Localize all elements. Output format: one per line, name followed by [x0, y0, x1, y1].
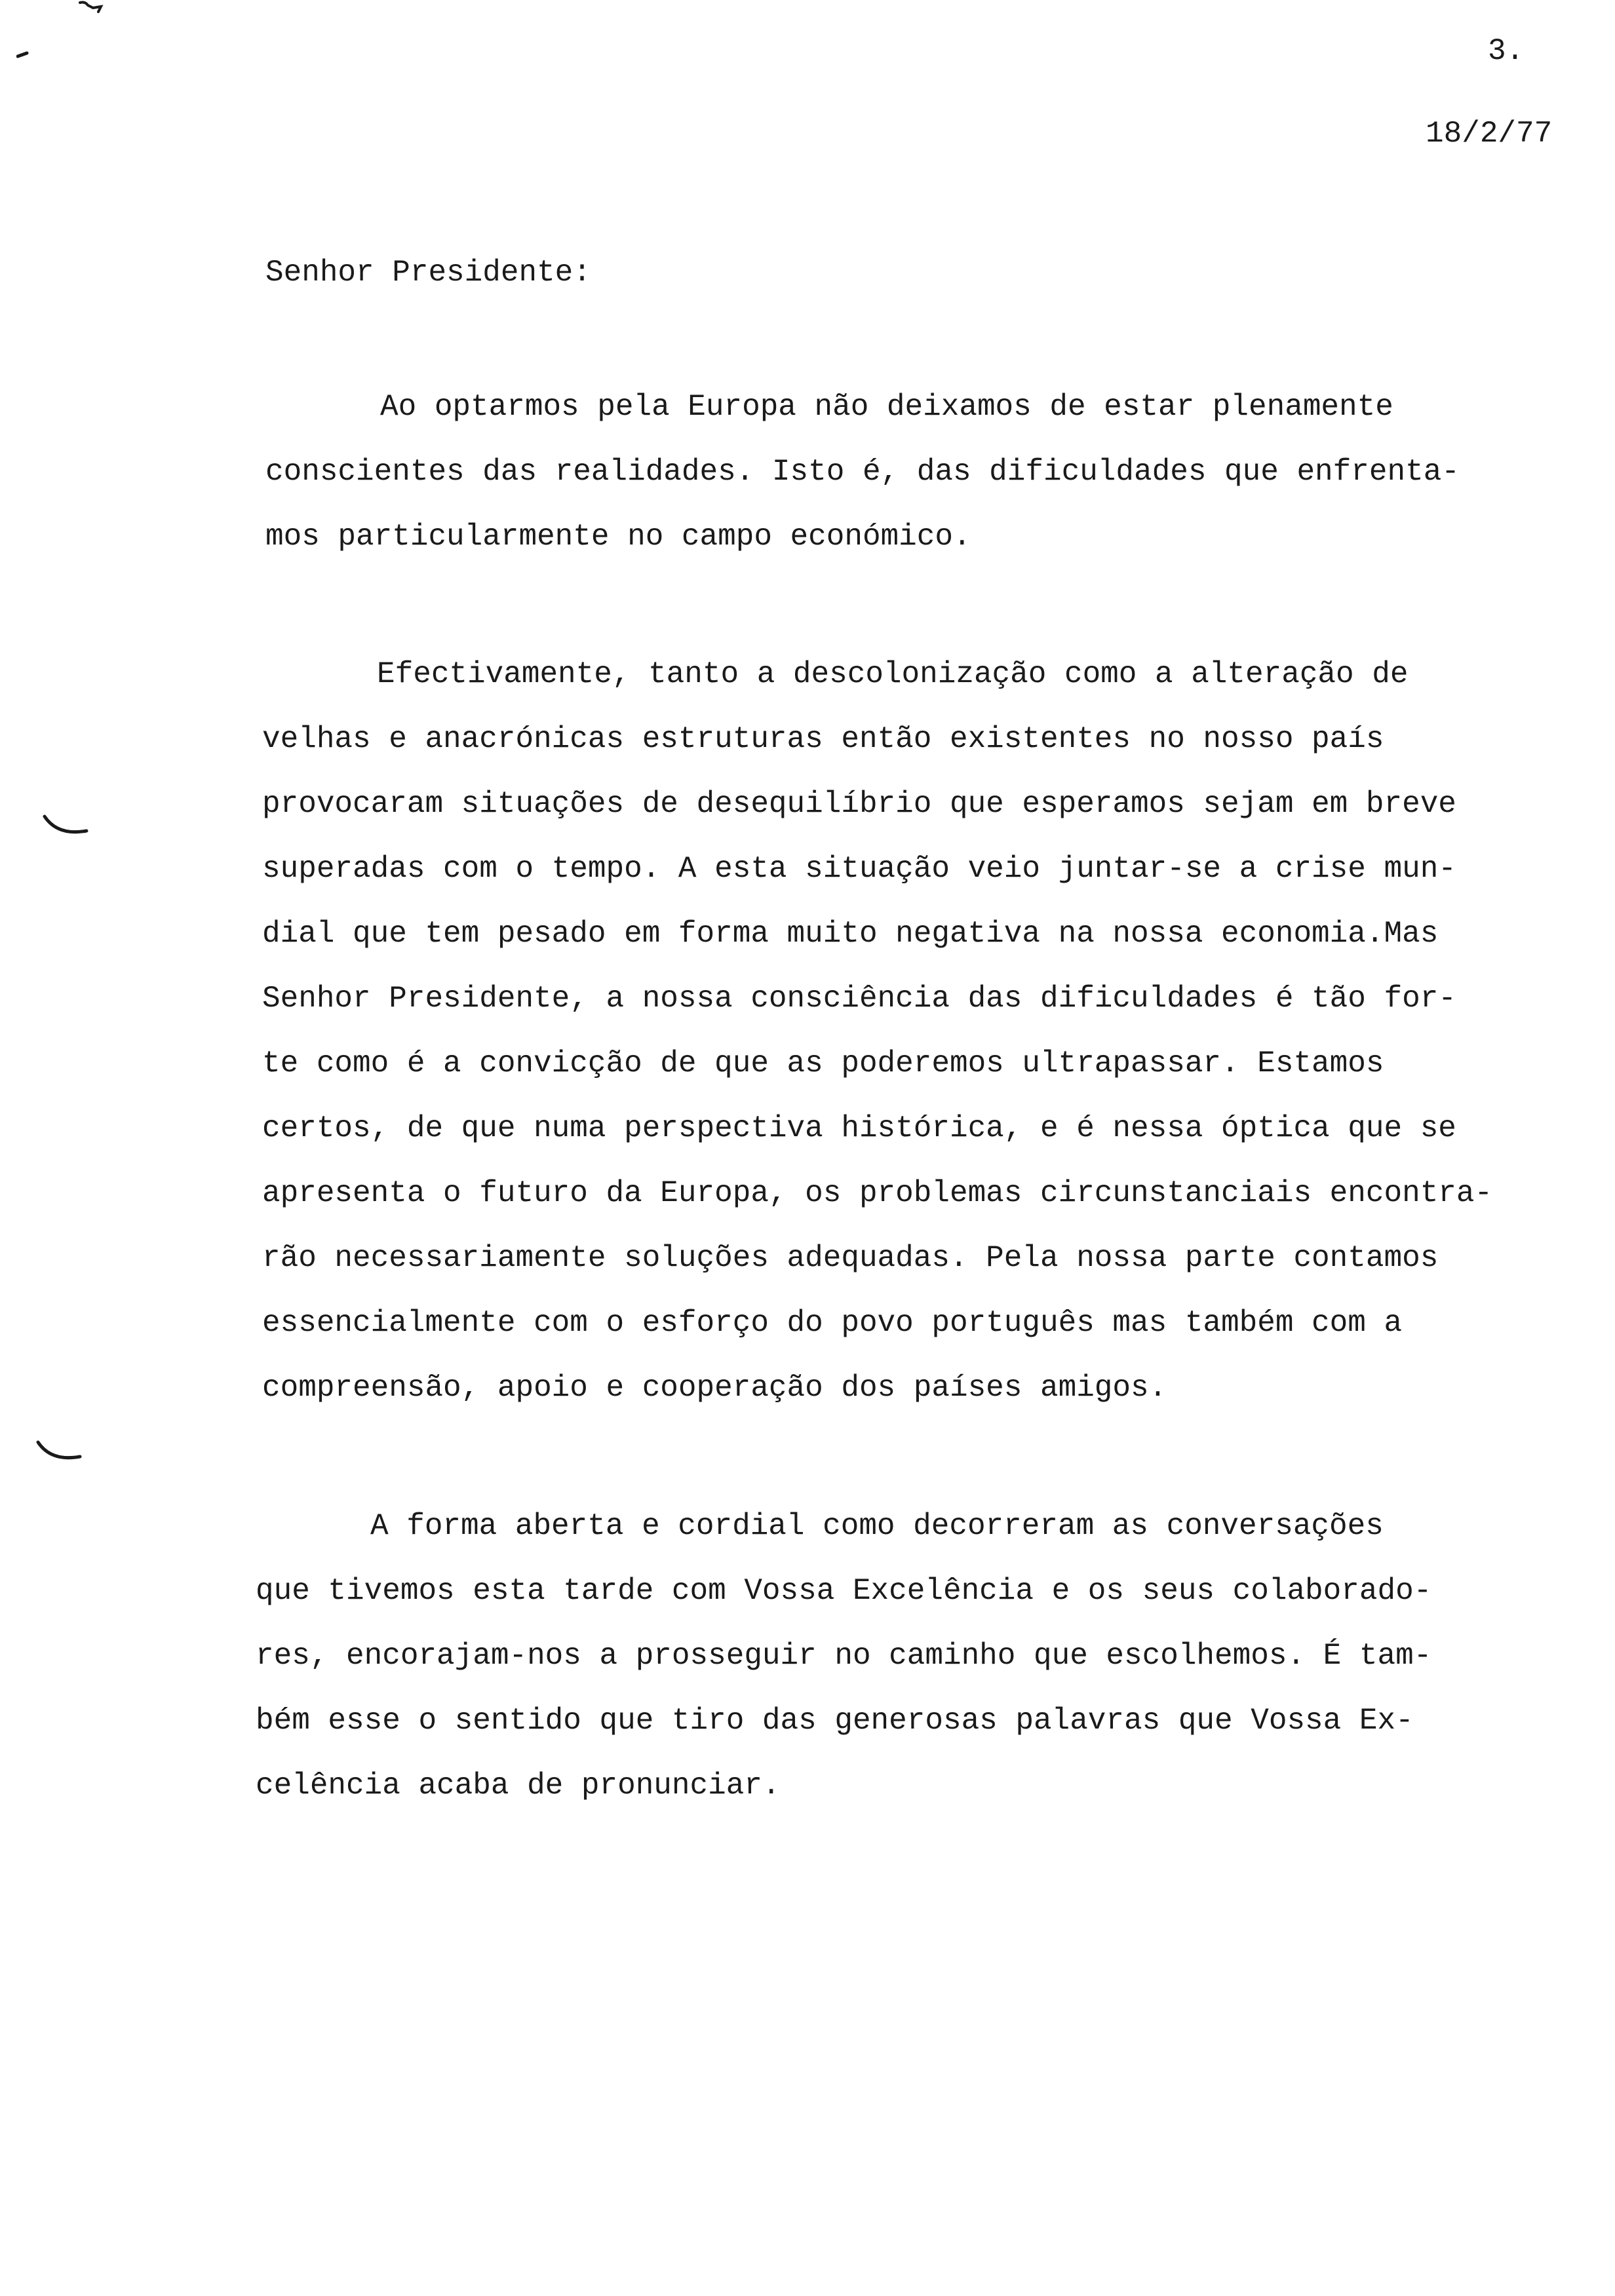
paragraph-line: conscientes das realidades. Isto é, das dificuldades que enfrenta- [265, 455, 1460, 489]
salutation: Senhor Presidente: [265, 256, 591, 290]
paragraph-line: velhas e anacrónicas estruturas então existentes no nosso país [262, 722, 1384, 756]
paragraph-line: te como é a convicção de que as poderemos ultrapassar. Estamos [262, 1046, 1384, 1081]
paragraph [262, 642, 1599, 1421]
paragraph-line: essencialmente com o esforço do povo português mas também com a [262, 1306, 1403, 1340]
paragraph-line: rão necessariamente soluções adequadas. Pela nossa parte contamos [262, 1241, 1439, 1275]
page-number: 3. [1488, 34, 1525, 68]
document-date: 18/2/77 [1426, 117, 1553, 151]
paragraph-line: mos particularmente no campo económico. [265, 520, 971, 554]
paragraph-line: que tivemos esta tarde com Vossa Excelência e os seus colaborado- [256, 1574, 1432, 1608]
paragraph-line: A forma aberta e cordial como decorreram as conversações [370, 1509, 1384, 1543]
paragraph-line: Efectivamente, tanto a descolonização como a alteração de [377, 657, 1409, 691]
paragraph-line: bém esse o sentido que tiro das generosas palavras que Vossa Ex- [256, 1704, 1414, 1738]
ink-dot-top [16, 51, 29, 59]
paragraph-line: celência acaba de pronunciar. [256, 1769, 781, 1803]
paragraph-line: apresenta o futuro da Europa, os problemas circunstanciais encontra- [262, 1176, 1493, 1210]
ink-mark-top [79, 0, 105, 16]
paragraph-line: compreensão, apoio e cooperação dos países amigos. [262, 1371, 1167, 1405]
paragraph-line: Ao optarmos pela Europa não deixamos de estar plenamente [380, 390, 1393, 424]
paragraph-line: certos, de que numa perspectiva histórica, e é nessa óptica que se [262, 1111, 1456, 1145]
paragraph-line: provocaram situações de desequilíbrio que esperamos sejam em breve [262, 787, 1456, 821]
paragraph [265, 375, 1603, 569]
paragraph [256, 1494, 1593, 1818]
margin-curve-mark [35, 1438, 83, 1464]
paragraph-line: dial que tem pesado em forma muito negativa na nossa economia.Mas [262, 917, 1439, 951]
paragraph-line: res, encorajam-nos a prosseguir no caminho que escolhemos. É tam- [256, 1639, 1432, 1673]
paragraph-line: Senhor Presidente, a nossa consciência das dificuldades é tão for- [262, 982, 1456, 1016]
paragraph-line: superadas com o tempo. A esta situação veio juntar-se a crise mun- [262, 852, 1456, 886]
margin-curve-mark [42, 813, 89, 839]
